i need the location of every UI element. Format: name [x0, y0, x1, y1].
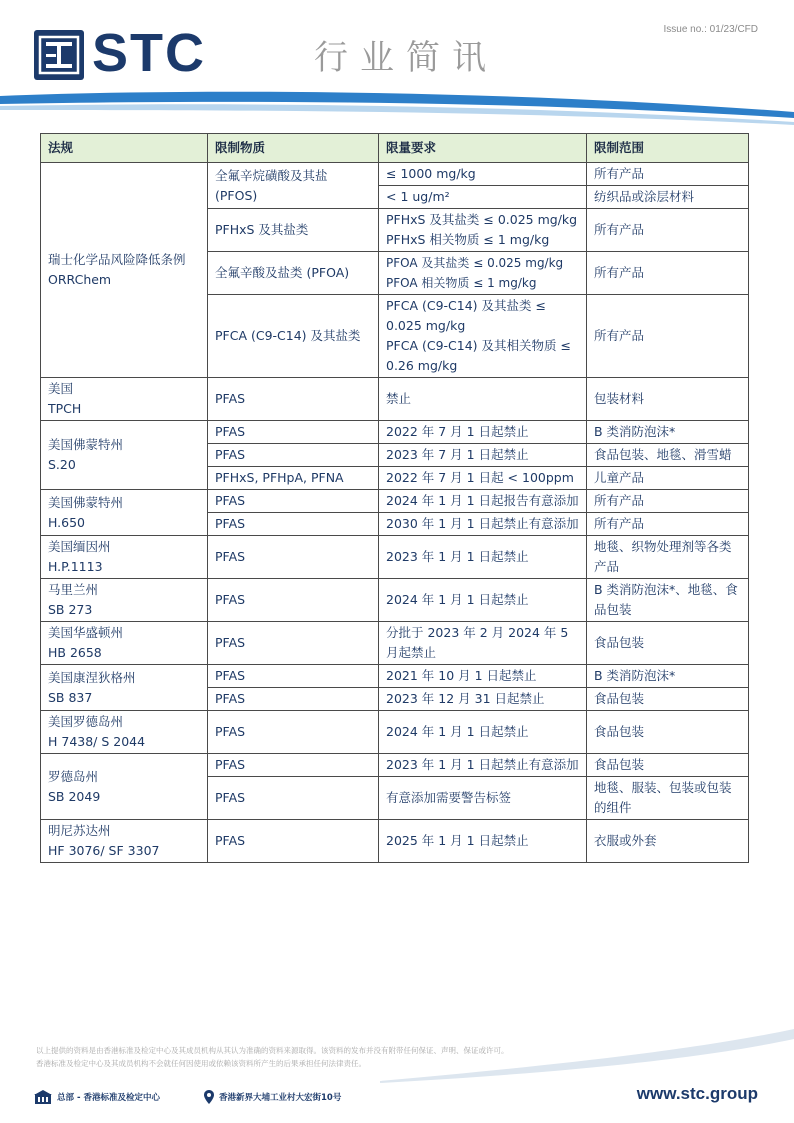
scope-cell: 所有产品: [587, 163, 749, 186]
scope-cell: 纺织品或涂层材料: [587, 186, 749, 209]
substance-cell: [208, 163, 379, 209]
regulation-cell: [41, 820, 208, 863]
substance-cell: 全氟辛酸及盐类 (PFOA): [208, 252, 379, 295]
limit-cell: [379, 252, 587, 295]
regulation-text: 明尼苏达州 HF 3076/ SF 3307: [48, 823, 160, 858]
disclaimer: [36, 1044, 756, 1070]
scope-cell: 食品包装、地毯、滑雪蜡: [587, 444, 749, 467]
regulation-text: 美国佛蒙特州 H.650: [48, 494, 124, 530]
substance-cell: PFAS: [208, 665, 379, 688]
stc-logo-text: STC: [92, 23, 206, 83]
limit-cell: 2022 年 7 月 1 日起禁止: [379, 421, 587, 444]
substance-cell: PFAS: [208, 688, 379, 711]
limit-cell: 2022 年 7 月 1 日起 < 100ppm: [379, 467, 587, 490]
regulation-cell: [41, 421, 208, 490]
header-limit: 限量要求: [379, 134, 587, 163]
regulation-text: 瑞士化学品风险降低条例 ORRChem: [48, 252, 186, 287]
substance-cell: PFAS: [208, 378, 379, 421]
scope-cell: 所有产品: [587, 513, 749, 536]
substance-cell: PFHxS, PFHpA, PFNA: [208, 467, 379, 490]
header-swoosh: [0, 82, 794, 127]
limit-text: PFCA (C9-C14) 及其盐类 ≤ 0.025 mg/kg PFCA (C9-C14) 及其相关物质 ≤ 0.26 mg/kg: [386, 298, 571, 373]
scope-cell: 食品包装: [587, 622, 749, 665]
disclaimer-line-1: 以上提供的资料是由香港标准及检定中心及其成员机构从其认为准确的资料来源取得。该资料的发布并没有附带任何保证、声明、保证或许可。: [36, 1046, 509, 1055]
headquarters-text: 总部 - 香港标准及检定中心: [57, 1093, 160, 1103]
scope-cell: 地毯、织物处理剂等各类产品: [587, 536, 749, 579]
scope-cell: B 类消防泡沫*: [587, 665, 749, 688]
limit-cell: [379, 209, 587, 252]
regulation-text: 美国缅因州 H.P.1113: [48, 539, 111, 574]
limit-cell: 2023 年 12 月 31 日起禁止: [379, 688, 587, 711]
table-row: [41, 536, 749, 579]
limit-cell: 2023 年 7 月 1 日起禁止: [379, 444, 587, 467]
limit-cell: ≤ 1000 mg/kg: [379, 163, 587, 186]
scope-cell: 所有产品: [587, 295, 749, 378]
table-row: [41, 490, 749, 513]
substance-cell: PFAS: [208, 513, 379, 536]
limit-cell: 2021 年 10 月 1 日起禁止: [379, 665, 587, 688]
regulation-text: 美国康涅狄格州 SB 837: [48, 669, 136, 705]
substance-cell: PFAS: [208, 421, 379, 444]
substance-text: 全氟辛烷磺酸及其盐 (PFOS): [215, 167, 328, 203]
disclaimer-line-2: 香港标准及检定中心及其成员机构不会就任何因使用或依赖该资料所产生的后果承担任何法律责任。: [36, 1059, 366, 1068]
scope-cell: 衣服或外套: [587, 820, 749, 863]
limit-cell: 分批于 2023 年 2 月 2024 年 5 月起禁止: [379, 622, 587, 665]
regulation-cell: [41, 754, 208, 820]
limit-cell: 禁止: [379, 378, 587, 421]
regulation-cell: [41, 579, 208, 622]
scope-cell: 所有产品: [587, 252, 749, 295]
scope-cell: 所有产品: [587, 490, 749, 513]
limit-cell: 2024 年 1 月 1 日起报告有意添加: [379, 490, 587, 513]
table-row: [41, 163, 749, 186]
substance-cell: PFAS: [208, 777, 379, 820]
page-title: 行业简讯: [314, 38, 498, 78]
header-scope: 限制范围: [587, 134, 749, 163]
scope-cell: 食品包装: [587, 754, 749, 777]
limit-cell: 2024 年 1 月 1 日起禁止: [379, 579, 587, 622]
address-text: 香港新界大埔工业村大宏街10号: [219, 1093, 342, 1103]
header-regulation: 法规: [41, 134, 208, 163]
substance-cell: PFHxS 及其盐类: [208, 209, 379, 252]
regulation-table: [40, 133, 749, 863]
table-row: [41, 579, 749, 622]
regulation-text: 美国罗德岛州 H 7438/ S 2044: [48, 714, 146, 749]
table-header-row: [41, 134, 749, 163]
limit-cell: 2024 年 1 月 1 日起禁止: [379, 711, 587, 754]
stc-logo-mark: [34, 30, 84, 80]
scope-cell: 所有产品: [587, 209, 749, 252]
website-link[interactable]: www.stc.group: [636, 1084, 758, 1103]
footer-address: [204, 1090, 341, 1104]
regulation-cell: [41, 622, 208, 665]
limit-cell: 2023 年 1 月 1 日起禁止有意添加: [379, 754, 587, 777]
regulation-text: 罗德岛州 SB 2049: [48, 768, 101, 804]
regulation-text: 美国 TPCH: [48, 381, 82, 416]
table-row: [41, 665, 749, 688]
regulation-cell: [41, 378, 208, 421]
limit-cell: 2030 年 1 月 1 日起禁止有意添加: [379, 513, 587, 536]
substance-cell: PFAS: [208, 444, 379, 467]
location-pin-icon: [204, 1090, 214, 1104]
scope-cell: 食品包装: [587, 711, 749, 754]
table-row: [41, 754, 749, 777]
substance-cell: PFAS: [208, 820, 379, 863]
regulation-cell: [41, 163, 208, 378]
table-row: [41, 421, 749, 444]
table-row: [41, 711, 749, 754]
limit-cell: [379, 295, 587, 378]
header-substance: 限制物质: [208, 134, 379, 163]
scope-cell: 地毯、服装、包装或包装的组件: [587, 777, 749, 820]
substance-cell: PFAS: [208, 579, 379, 622]
limit-text: PFHxS 及其盐类 ≤ 0.025 mg/kg PFHxS 相关物质 ≤ 1 mg/kg: [386, 212, 578, 247]
table-row: [41, 378, 749, 421]
scope-cell: B 类消防泡沫*、地毯、食品包装: [587, 579, 749, 622]
limit-text: PFOA 及其盐类 ≤ 0.025 mg/kg PFOA 相关物质 ≤ 1 mg/kg: [386, 256, 564, 290]
substance-cell: PFAS: [208, 490, 379, 513]
limit-cell: 2025 年 1 月 1 日起禁止: [379, 820, 587, 863]
table-row: [41, 622, 749, 665]
stc-emblem-icon: [34, 30, 84, 80]
regulation-text: 美国佛蒙特州 S.20: [48, 437, 124, 472]
limit-cell: < 1 ug/m²: [379, 186, 587, 209]
limit-cell: 有意添加需要警告标签: [379, 777, 587, 820]
substance-cell: PFCA (C9-C14) 及其盐类: [208, 295, 379, 378]
regulation-cell: [41, 490, 208, 536]
table-row: [41, 820, 749, 863]
substance-cell: PFAS: [208, 754, 379, 777]
issue-number: Issue no.: 01/23/CFD: [663, 24, 758, 35]
regulation-cell: [41, 665, 208, 711]
regulation-cell: [41, 711, 208, 754]
limit-cell: 2023 年 1 月 1 日起禁止: [379, 536, 587, 579]
building-icon: [34, 1090, 52, 1104]
scope-cell: 食品包装: [587, 688, 749, 711]
substance-cell: PFAS: [208, 711, 379, 754]
scope-cell: B 类消防泡沫*: [587, 421, 749, 444]
scope-cell: 儿童产品: [587, 467, 749, 490]
substance-cell: PFAS: [208, 622, 379, 665]
regulation-text: 马里兰州 SB 273: [48, 582, 99, 617]
regulation-text: 美国华盛顿州 HB 2658: [48, 625, 124, 660]
regulation-cell: [41, 536, 208, 579]
substance-cell: PFAS: [208, 536, 379, 579]
scope-cell: 包装材料: [587, 378, 749, 421]
footer-headquarters: [34, 1090, 160, 1104]
